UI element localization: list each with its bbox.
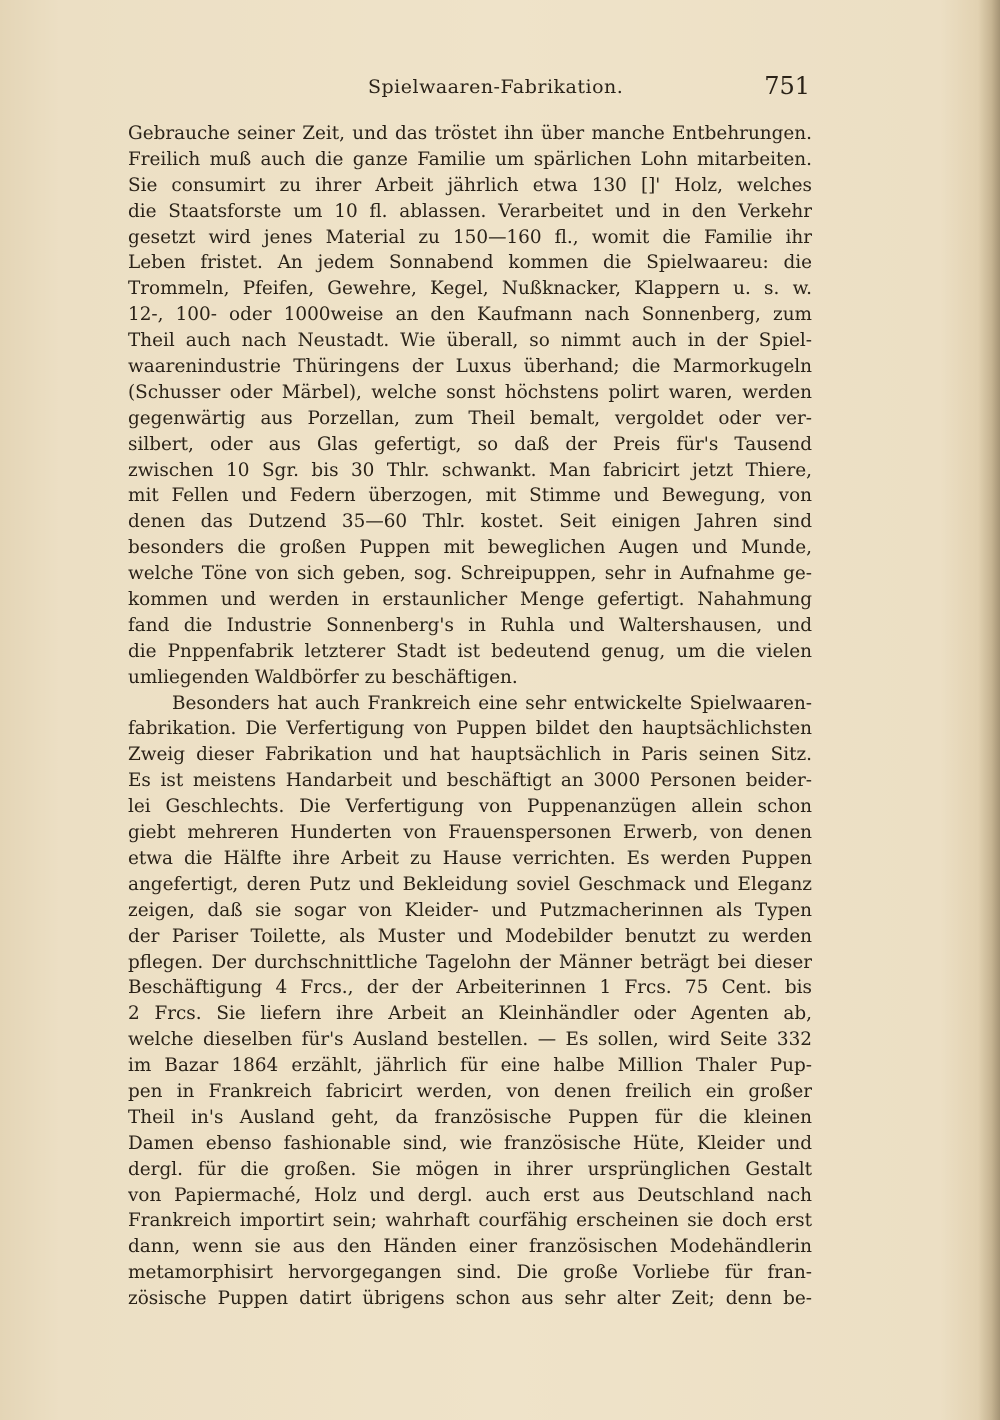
text-line: zwischen 10 Sgr. bis 30 Thlr. schwankt. Man fabricirt jetzt Thiere, <box>128 459 812 481</box>
text-line: dergl. für die großen. Sie mögen in ihrer ursprünglichen Gestalt <box>128 1158 812 1180</box>
text-line: (Schusser oder Märbel), welche sonst höchstens polirt waren, werden <box>128 381 812 403</box>
text-line: im Bazar 1864 erzählt, jährlich für eine halbe Million Thaler Pup- <box>128 1055 812 1077</box>
text-line: die Pnppenfabrik letzterer Stadt ist bedeutend genug, um die vielen <box>128 640 812 662</box>
text-line: Frankreich importirt sein; wahrhaft courfähig erscheinen sie doch erst <box>128 1210 812 1232</box>
text-line: Leben fristet. An jedem Sonnabend kommen die Spielwaareu: die <box>128 252 812 274</box>
text-line: silbert, oder aus Glas gefertigt, so daß der Preis für's Tausend <box>128 433 812 455</box>
text-line: Theil in's Ausland geht, da französische Puppen für die kleinen <box>128 1106 812 1128</box>
text-line: welche Töne von sich geben, sog. Schreipuppen, sehr in Aufnahme ge- <box>128 563 812 585</box>
text-line: Freilich muß auch die ganze Familie um spärlichen Lohn mitarbeiten. <box>128 148 812 170</box>
text-line: giebt mehreren Hunderten von Frauenspersonen Erwerb, von denen <box>128 822 812 844</box>
text-line: fand die Industrie Sonnenberg's in Ruhla und Waltershausen, und <box>128 614 812 636</box>
text-line: Theil auch nach Neustadt. Wie überall, so nimmt auch in der Spiel- <box>128 330 812 352</box>
text-line: mit Fellen und Federn überzogen, mit Stimme und Bewegung, von <box>128 485 812 507</box>
text-line: pen in Frankreich fabricirt werden, von denen freilich ein großer <box>128 1080 812 1102</box>
text-line: gegenwärtig aus Porzellan, zum Theil bemalt, vergoldet oder ver- <box>128 407 812 429</box>
text-line: angefertigt, deren Putz und Bekleidung soviel Geschmack und Eleganz <box>128 873 812 895</box>
body-text <box>128 121 812 1312</box>
text-line: besonders die großen Puppen mit beweglichen Augen und Munde, <box>128 537 812 559</box>
text-line: denen das Dutzend 35—60 Thlr. kostet. Seit einigen Jahren sind <box>128 511 812 533</box>
text-line: fabrikation. Die Verfertigung von Puppen bildet den hauptsächlichsten <box>128 718 812 740</box>
text-line: Es ist meistens Handarbeit und beschäftigt an 3000 Personen beider- <box>128 770 812 792</box>
text-line: welche dieselben für's Ausland bestellen. — Es sollen, wird Seite 332 <box>128 1029 812 1051</box>
running-head: Spielwaaren-Fabrikation. <box>368 76 624 98</box>
text-line: kommen und werden in erstaunlicher Menge gefertigt. Nahahmung <box>128 589 812 611</box>
text-line: von Papiermaché, Holz und dergl. auch erst aus Deutschland nach <box>128 1184 812 1206</box>
text-line: metamorphisirt hervorgegangen sind. Die große Vorliebe für fran- <box>128 1262 812 1284</box>
paragraph-end-line: umliegenden Waldbörfer zu beschäftigen. <box>128 666 518 688</box>
text-line: die Staatsforste um 10 fl. ablassen. Verarbeitet und in den Verkehr <box>128 200 812 222</box>
text-line: zösische Puppen datirt übrigens schon aus sehr alter Zeit; denn be- <box>128 1288 812 1310</box>
text-line: pflegen. Der durchschnittliche Tagelohn der Männer beträgt bei dieser <box>128 951 812 973</box>
text-line: lei Geschlechts. Die Verfertigung von Puppenanzügen allein schon <box>128 796 812 818</box>
text-line: 2 Frcs. Sie liefern ihre Arbeit an Kleinhändler oder Agenten ab, <box>128 1003 812 1025</box>
text-line: dann, wenn sie aus den Händen einer französischen Modehändlerin <box>128 1236 812 1258</box>
page-edge-shadow <box>978 0 1000 1420</box>
text-line: etwa die Hälfte ihre Arbeit zu Hause verrichten. Es werden Puppen <box>128 847 812 869</box>
text-line: Zweig dieser Fabrikation und hat hauptsächlich in Paris seinen Sitz. <box>128 744 812 766</box>
text-line: waarenindustrie Thüringens der Luxus überhand; die Marmorkugeln <box>128 356 812 378</box>
text-line: gesetzt wird jenes Material zu 150—160 fl., womit die Familie ihr <box>128 226 812 248</box>
text-line: der Pariser Toilette, als Muster und Modebilder benutzt zu werden <box>128 925 812 947</box>
page-number: 751 <box>764 72 810 100</box>
text-line: 12-, 100- oder 1000weise an den Kaufmann nach Sonnenberg, zum <box>128 304 812 326</box>
text-line: zeigen, daß sie sogar von Kleider- und Putzmacherinnen als Typen <box>128 899 812 921</box>
text-line: Trommeln, Pfeifen, Gewehre, Kegel, Nußknacker, Klappern u. s. w. <box>128 278 812 300</box>
paragraph-start-line: Besonders hat auch Frankreich eine sehr entwickelte Spielwaaren- <box>172 692 812 714</box>
text-line: Damen ebenso fashionable sind, wie französische Hüte, Kleider und <box>128 1132 812 1154</box>
text-line: Gebrauche seiner Zeit, und das tröstet ihn über manche Entbehrungen. <box>128 123 812 144</box>
page-header <box>128 74 812 104</box>
text-line: Sie consumirt zu ihrer Arbeit jährlich etwa 130 []' Holz, welches <box>128 174 812 196</box>
text-line: Beschäftigung 4 Frcs., der der Arbeiterinnen 1 Frcs. 75 Cent. bis <box>128 977 812 999</box>
